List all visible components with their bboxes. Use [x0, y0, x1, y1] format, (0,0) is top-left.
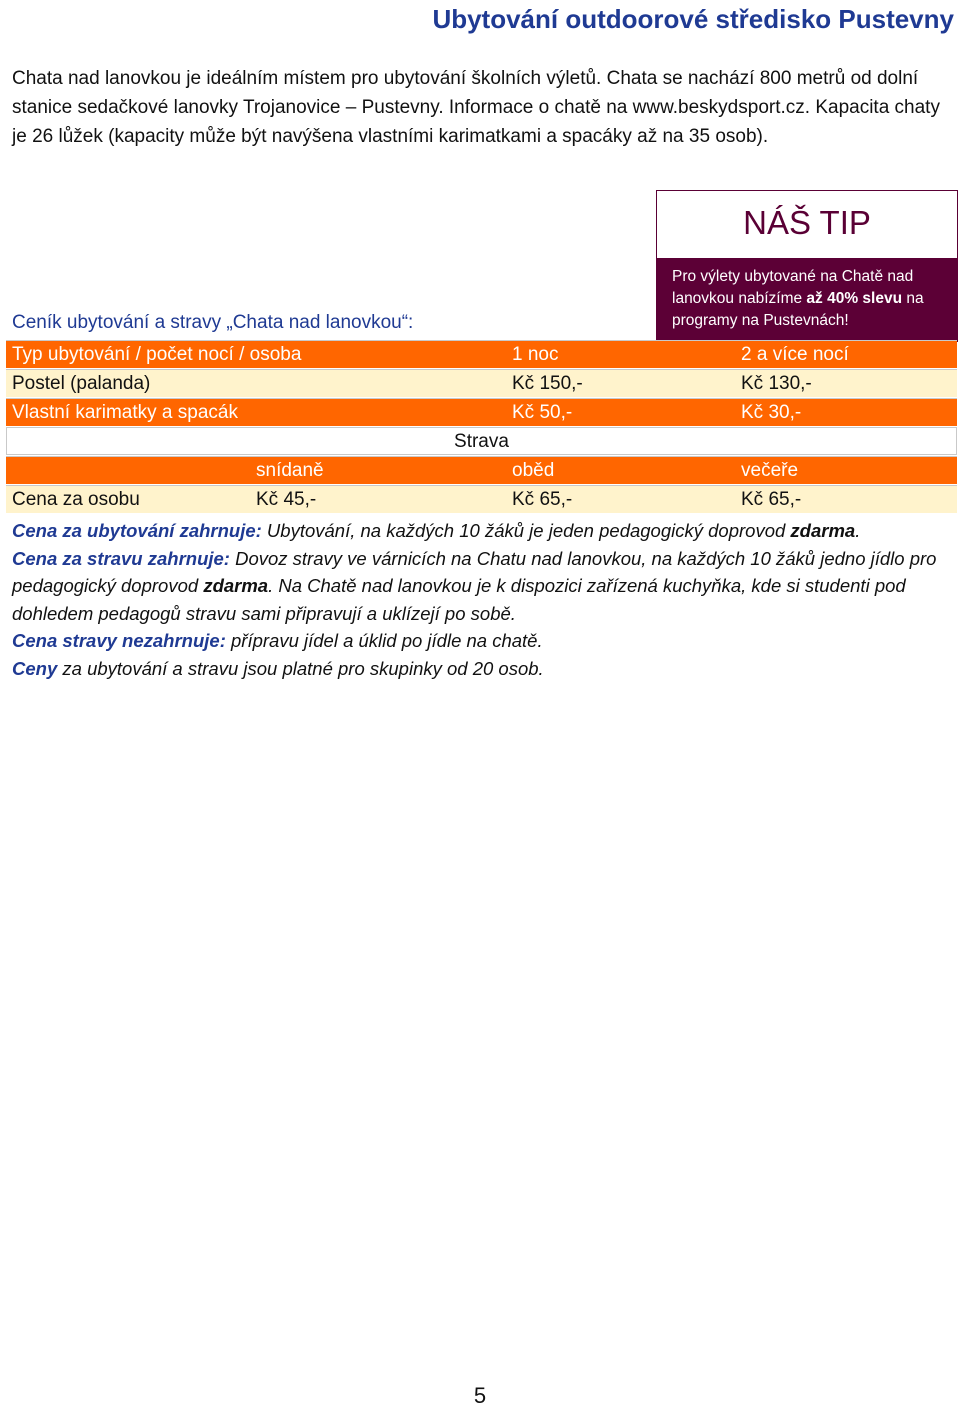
- note-food: [12, 545, 947, 628]
- intro-paragraph: [12, 64, 947, 151]
- header-cell-1-night: 1 noc: [512, 344, 559, 365]
- intro-text: Chata nad lanovkou je ideálním místem pro ubytování školních výletů. Chata se nachází 800 metrů od dolní stanice sedačkové lanovky Trojanovice – Pustevny. Informace o chatě na www.beskydsport.cz. Kapacita chaty je 26 lůžek (kapacity může být navýšena vlastními karimatkami a spacáky až na 35 osob).: [12, 68, 940, 147]
- note-label: Cena za stravu zahrnuje:: [12, 547, 230, 569]
- table-row: [6, 485, 957, 513]
- note-label: Cena stravy nezahrnuje:: [12, 630, 226, 651]
- header-cell-2-nights: 2 a více nocí: [741, 344, 849, 365]
- row-label: Vlastní karimatky a spacák: [12, 402, 238, 423]
- tip-text-before: Pro výlety ubytované na Chatě nad lanovkou nabízíme: [672, 268, 914, 307]
- page-number: 5: [473, 1383, 487, 1408]
- price-1-night: Kč 150,-: [512, 373, 583, 394]
- note-text: Dovoz stravy ve várnicích na Chatu nad lanovkou, na každých 10 žáků jedno jídlo pro pedagogický doprovod: [12, 547, 937, 596]
- tip-body: [656, 259, 958, 342]
- price-2-nights: Kč 130,-: [741, 373, 812, 394]
- note-label: Ceny: [12, 657, 58, 679]
- accommodation-header-row: [6, 340, 957, 368]
- food-header-breakfast: snídaně: [256, 460, 324, 481]
- note-text: přípravu jídel a úklid po jídle na chatě.: [225, 630, 543, 651]
- note-food-excluded: [12, 627, 947, 655]
- notes-section: [12, 517, 947, 682]
- pricing-heading: Ceník ubytování a stravy „Chata nad lanovkou“:: [12, 312, 414, 333]
- food-title: Strava: [454, 431, 509, 452]
- price-breakfast: Kč 45,-: [256, 489, 317, 510]
- food-header-dinner: večeře: [741, 460, 799, 481]
- food-header-row: [6, 456, 957, 484]
- food-header-lunch: oběd: [512, 460, 555, 481]
- header-cell-type: Typ ubytování / počet nocí / osoba: [12, 344, 302, 365]
- table-row: [6, 398, 957, 426]
- tip-text-bold: až 40% slevu: [806, 290, 903, 307]
- note-text: Ubytování, na každých 10 žáků je jeden pedagogický doprovod: [261, 520, 791, 541]
- note-end: .: [268, 575, 274, 596]
- note-validity: [12, 655, 947, 683]
- note-text: za ubytování a stravu jsou platné pro skupinky od 20 osob.: [57, 657, 544, 679]
- note-end: .: [855, 520, 861, 541]
- tip-box: [656, 190, 958, 342]
- price-dinner: Kč 65,-: [741, 489, 802, 510]
- note-accommodation: [12, 517, 947, 545]
- page-title: Ubytování outdoorové středisko Pustevny: [432, 4, 954, 34]
- tip-heading: NÁŠ TIP: [656, 190, 958, 259]
- table-row: [6, 369, 957, 397]
- tip-text-after: na programy na Pustevnách!: [672, 290, 924, 329]
- row-label: Postel (palanda): [12, 373, 151, 394]
- note-bold: zdarma: [790, 520, 856, 541]
- price-lunch: Kč 65,-: [512, 489, 573, 510]
- price-2-nights: Kč 30,-: [741, 402, 802, 423]
- note-bold: zdarma: [203, 575, 269, 596]
- price-1-night: Kč 50,-: [512, 402, 573, 423]
- note-kitchen: Na Chatě nad lanovkou je k dispozici zařízená kuchyňka, kde si studenti pod dohledem pedagogů stravu sami připravují a uklízejí po sobě.: [12, 575, 906, 624]
- food-title-row: [6, 427, 957, 455]
- row-label: Cena za osobu: [12, 489, 140, 510]
- note-label: Cena za ubytování zahrnuje:: [12, 520, 262, 541]
